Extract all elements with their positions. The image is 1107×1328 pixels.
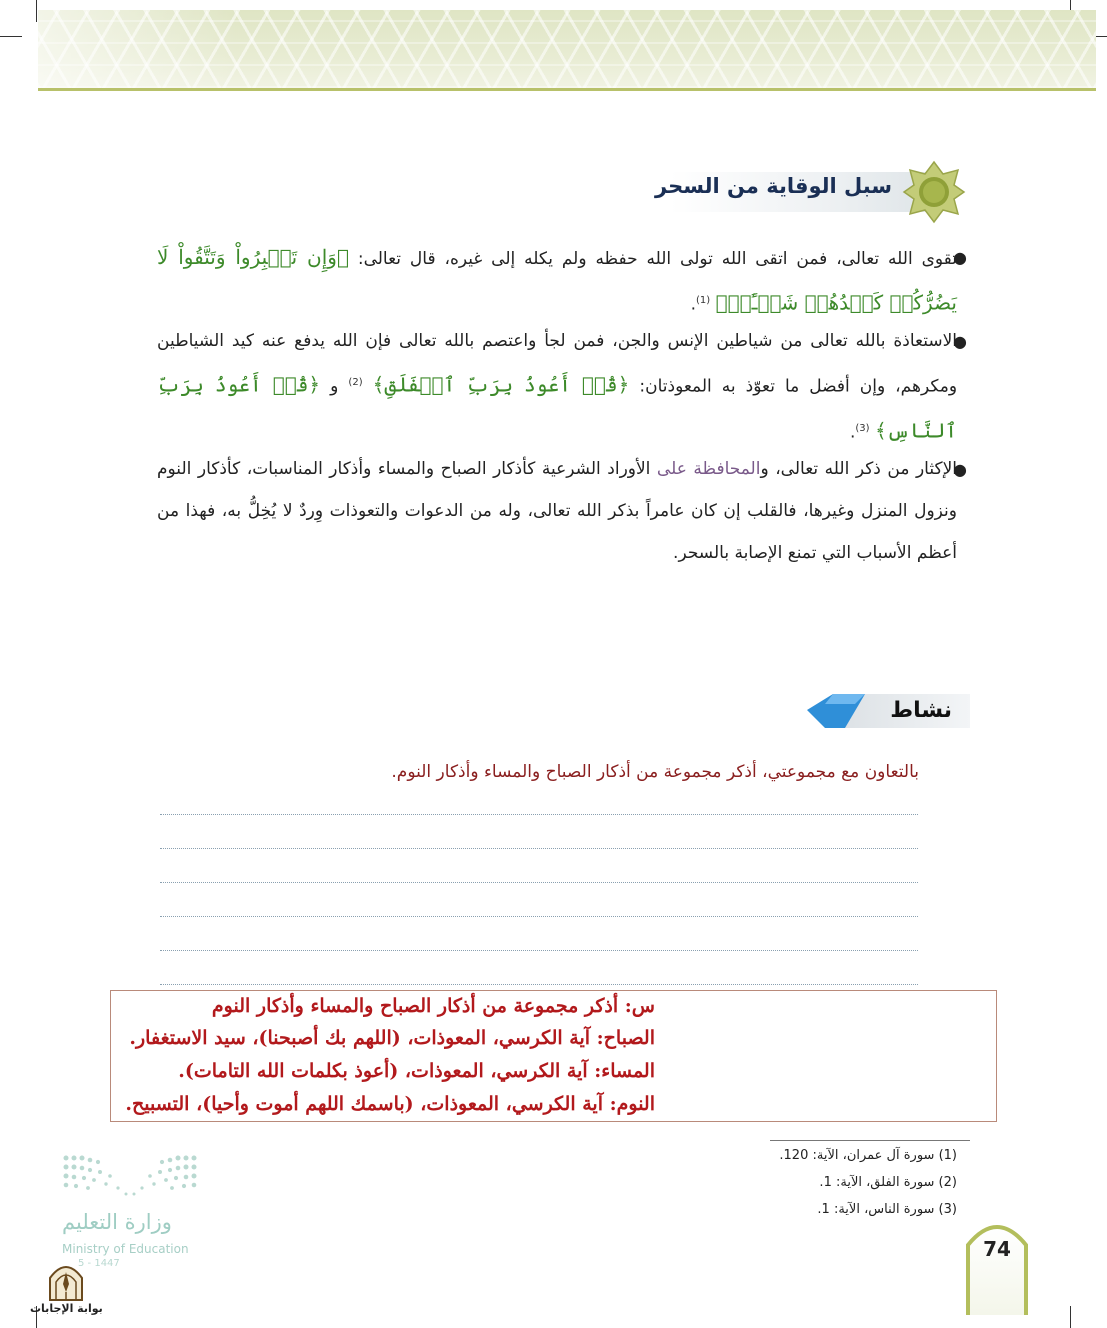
ministry-year: 5 - 1447 bbox=[78, 1258, 120, 1269]
paragraph-taqwa: تقوى الله تعالى، فمن اتقى الله تولى الله حفظه ولم يكله إلى غيره، قال تعالى: ﴿وَإِن تَصۡبِرُواْ وَتَتَّقُواْ لَا يَضُرُّكُمۡ كَيۡدُهُمۡ شَيۡـًٔاۗ﴾ $^{(1)}$. bbox=[157, 245, 957, 315]
quran-verse: ﴿وَإِن تَصۡبِرُواْ وَتَتَّقُواْ لَا يَضُرُّكُمۡ كَيۡدُهُمۡ شَيۡـًٔاۗ﴾ bbox=[157, 245, 957, 315]
paragraph-dhikr bbox=[157, 448, 957, 574]
answer-line[interactable] bbox=[160, 814, 918, 815]
footnote-ref: (2) bbox=[348, 377, 363, 388]
page-number: 74 bbox=[983, 1237, 1011, 1261]
paragraph-text: الاستعاذة بالله تعالى من شياطين الإنس والجن، فمن لجأ واعتصم بالله تعالى فإن الله يدفع عنه كيد الشياطين ومكرهم، وإن أفضل ما تعوّذ به المعوذتان: bbox=[157, 331, 958, 397]
section-title: سبل الوقاية من السحر bbox=[655, 174, 892, 198]
highlighted-text: المحافظة على bbox=[656, 459, 761, 479]
answer-sleep: النوم: آية الكرسي، المعوذات، (باسمك اللهم أموت وأحيا)، التسبيح. bbox=[125, 1093, 655, 1115]
octagram-icon bbox=[902, 160, 966, 224]
activity-tab bbox=[805, 692, 970, 730]
conjunction: و bbox=[330, 376, 339, 397]
paragraph-text: الإكثار من ذكر الله تعالى، و bbox=[760, 459, 957, 479]
gateway-label: بوابة الإجابات bbox=[30, 1302, 103, 1315]
answer-line[interactable] bbox=[160, 848, 918, 849]
answer-morning: الصباح: آية الكرسي، المعوذات، (اللهم بك أصبحنا)، سيد الاستغفار. bbox=[129, 1027, 655, 1049]
ministry-name-english: Ministry of Education bbox=[62, 1242, 189, 1256]
crop-mark bbox=[0, 36, 22, 37]
ministry-name-arabic: وزارة التعليم bbox=[62, 1210, 172, 1234]
answer-line[interactable] bbox=[160, 950, 918, 951]
page-number-badge bbox=[966, 1215, 1028, 1315]
paragraph-text: تقوى الله تعالى، فمن اتقى الله تولى الله حفظه ولم يكله إلى غيره، قال تعالى: bbox=[357, 249, 957, 269]
paragraph-istiadha: الاستعاذة بالله تعالى من شياطين الإنس والجن، فمن لجأ واعتصم بالله تعالى فإن الله يدفع عنه كيد الشياطين ومكرهم، وإن أفضل ما تعوّذ به المعوذتان: ﴿قُلۡ أَعُوذُ بِرَبِّ ٱلۡفَلَقِ﴾ $^{(2)}$ و ﴿قُلۡ أَعُوذُ بِرَبِّ ٱلنَّاسِ﴾ $^{(3)}$. bbox=[157, 331, 958, 443]
gateway-logo-icon bbox=[44, 1258, 88, 1302]
activity-prompt: بالتعاون مع مجموعتي، أذكر مجموعة من أذكار الصباح والمساء وأذكار النوم. bbox=[391, 762, 919, 782]
footnote-ref: (3) bbox=[855, 422, 870, 434]
crop-mark bbox=[36, 0, 37, 22]
activity-label: نشاط bbox=[890, 698, 952, 723]
answer-line[interactable] bbox=[160, 916, 918, 917]
paragraph-text: الأوراد الشرعية كأذكار الصباح والمساء وأذكار المناسبات، كأذكار النوم ونزول المنزل وغيرها، فالقلب إن كان عامراً بذكر الله تعالى، وله من الدعوات والتعوذات وِردٌ لا يُخِلُّ به، فهذا من أعظم الأسباب التي تمنع الإصابة بالسحر. bbox=[157, 459, 957, 563]
quran-verse: ﴿قُلۡ أَعُوذُ بِرَبِّ ٱلۡفَلَقِ﴾ bbox=[372, 372, 630, 397]
answer-evening: المساء: آية الكرسي، المعوذات، (أعوذ بكلمات الله التامات). bbox=[178, 1060, 655, 1082]
answer-question: س: أذكر مجموعة من أذكار الصباح والمساء وأذكار النوم bbox=[211, 995, 655, 1017]
section-heading bbox=[640, 160, 970, 220]
answer-line[interactable] bbox=[160, 882, 918, 883]
bullet-dot: ● bbox=[953, 248, 967, 267]
quran-verse: ﴿قُلۡ أَعُوذُ بِرَبِّ ٱلنَّاسِ﴾ bbox=[157, 372, 957, 443]
bullet-dot: ● bbox=[953, 460, 967, 479]
header-banner-fade bbox=[38, 10, 238, 88]
page-number-box bbox=[966, 1215, 1028, 1315]
answer-line[interactable] bbox=[160, 984, 918, 985]
footnote-rule bbox=[770, 1140, 970, 1141]
footnote: (1) سورة آل عمران، الآية: 120. bbox=[779, 1148, 957, 1163]
footnote-ref: (1) bbox=[696, 295, 711, 306]
ministry-logo-icon bbox=[60, 1152, 200, 1202]
bullet-dot: ● bbox=[953, 332, 967, 351]
footnote: (2) سورة الفلق، الآية: 1. bbox=[819, 1175, 957, 1190]
crop-mark bbox=[1070, 1306, 1071, 1328]
footnote: (3) سورة الناس، الآية: 1. bbox=[817, 1202, 957, 1217]
